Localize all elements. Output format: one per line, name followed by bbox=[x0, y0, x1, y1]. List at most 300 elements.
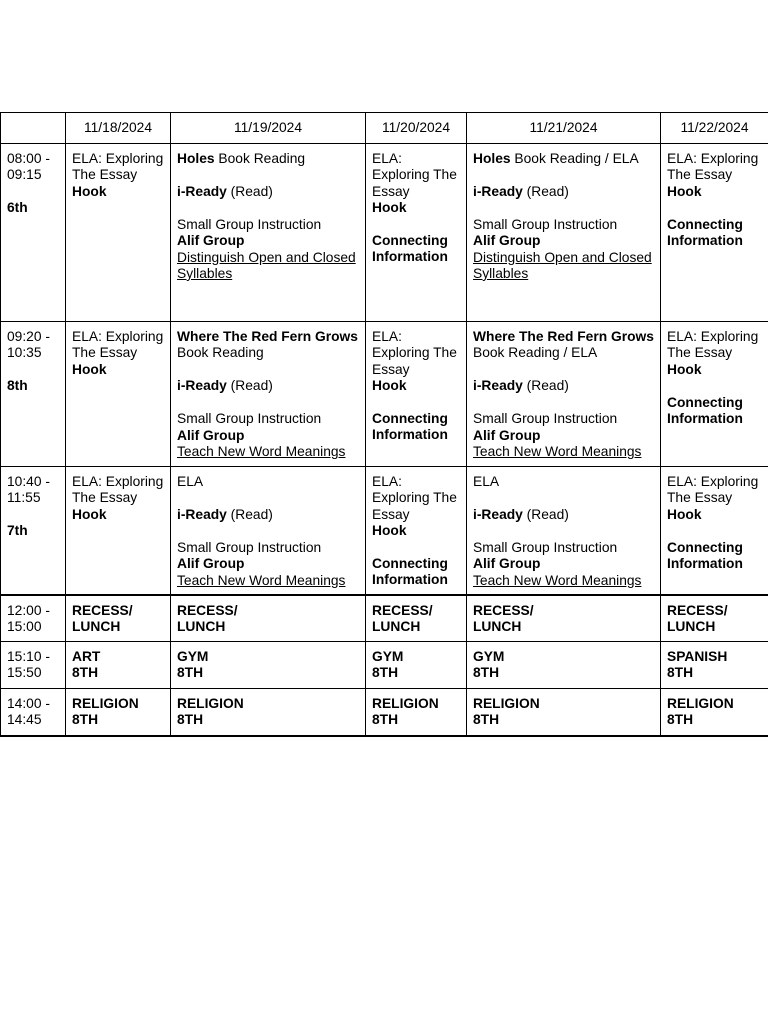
cell-text: 10:40 - bbox=[7, 474, 50, 489]
cell-line bbox=[177, 250, 359, 266]
cell-line bbox=[473, 696, 654, 712]
bold-text: Hook bbox=[72, 183, 107, 199]
cell-line bbox=[72, 712, 164, 728]
cell-text: ELA: Exploring bbox=[667, 151, 759, 166]
cell-text: Book Reading bbox=[214, 151, 306, 166]
cell-text: Small Group Instruction bbox=[473, 216, 618, 232]
cell-text: The Essay bbox=[667, 490, 733, 506]
cell-text: 09:15 bbox=[7, 167, 42, 183]
cell-line bbox=[72, 665, 164, 681]
blank-line bbox=[473, 167, 654, 184]
bold-text: RECESS/ bbox=[372, 602, 433, 618]
cell-text: Book Reading / ELA bbox=[473, 345, 598, 361]
cell-line bbox=[372, 167, 460, 183]
schedule-cell bbox=[661, 689, 768, 736]
cell-line bbox=[667, 474, 762, 490]
bold-text: 6th bbox=[7, 200, 28, 216]
header-cell-date: 11/22/2024 bbox=[661, 113, 768, 144]
cell-line bbox=[177, 151, 359, 167]
lesson-topic-text: Syllables bbox=[177, 265, 233, 281]
cell-line bbox=[667, 649, 762, 665]
schedule-cell bbox=[661, 322, 768, 467]
bold-text: ART bbox=[72, 649, 101, 664]
bold-text: Information bbox=[372, 249, 448, 265]
cell-line bbox=[177, 378, 359, 394]
cell-text: Exploring The bbox=[372, 490, 457, 506]
cell-line bbox=[177, 184, 359, 200]
cell-line bbox=[372, 572, 460, 588]
schedule-cell bbox=[661, 144, 768, 322]
bold-text: RELIGION bbox=[72, 696, 139, 711]
header-cell-date: 11/18/2024 bbox=[66, 113, 171, 144]
cell-line bbox=[7, 696, 59, 712]
cell-line bbox=[372, 712, 460, 728]
bold-text: 7th bbox=[7, 523, 28, 539]
bold-text: Where The Red Fern Grows bbox=[473, 329, 654, 344]
cell-line bbox=[667, 395, 762, 411]
schedule-cell bbox=[66, 322, 171, 467]
bold-text: 8TH bbox=[473, 712, 500, 728]
bold-text: i-Ready bbox=[473, 378, 523, 394]
bold-text: Hook bbox=[72, 361, 107, 377]
cell-line bbox=[667, 362, 762, 378]
cell-line bbox=[72, 345, 164, 361]
bold-text: Hook bbox=[372, 199, 407, 215]
bold-text: 8TH bbox=[667, 712, 694, 728]
cell-line bbox=[177, 474, 359, 490]
cell-line bbox=[667, 696, 762, 712]
bold-text: Information bbox=[667, 555, 743, 571]
cell-text: 09:20 - bbox=[7, 329, 50, 344]
cell-text: 15:00 bbox=[7, 618, 42, 634]
cell-text: Small Group Instruction bbox=[177, 539, 322, 555]
blank-line bbox=[667, 200, 762, 217]
schedule-cell bbox=[661, 642, 768, 689]
cell-line bbox=[177, 603, 359, 619]
bold-text: Hook bbox=[667, 361, 702, 377]
cell-line bbox=[372, 233, 460, 249]
bold-text: Information bbox=[667, 410, 743, 426]
schedule-cell bbox=[171, 595, 366, 642]
bold-text: Information bbox=[372, 427, 448, 443]
cell-text: Book Reading bbox=[177, 345, 264, 361]
bold-text: Alif Group bbox=[177, 233, 245, 249]
cell-text: ELA: Exploring bbox=[72, 151, 164, 166]
bold-text: 8TH bbox=[72, 712, 99, 728]
cell-text: The Essay bbox=[72, 490, 138, 506]
cell-line bbox=[7, 151, 59, 167]
cell-line bbox=[372, 249, 460, 265]
schedule-cell bbox=[467, 322, 661, 467]
cell-line bbox=[72, 696, 164, 712]
cell-text: (Read) bbox=[226, 378, 273, 394]
time-cell bbox=[1, 689, 66, 736]
schedule-cell bbox=[366, 322, 467, 467]
schedule-cell bbox=[171, 689, 366, 736]
table-row bbox=[1, 642, 768, 689]
cell-text: 14:45 bbox=[7, 712, 42, 728]
cell-text: ELA: bbox=[372, 474, 402, 489]
header-cell-time bbox=[1, 113, 66, 144]
cell-line bbox=[72, 151, 164, 167]
cell-line bbox=[177, 540, 359, 556]
bold-text: Hook bbox=[667, 506, 702, 522]
blank-line bbox=[177, 167, 359, 184]
bold-text: Hook bbox=[72, 506, 107, 522]
cell-line bbox=[372, 200, 460, 216]
bold-text: i-Ready bbox=[473, 183, 523, 199]
cell-line bbox=[473, 474, 654, 490]
cell-line bbox=[177, 619, 359, 635]
cell-line bbox=[72, 184, 164, 200]
table-row bbox=[1, 595, 768, 642]
cell-line bbox=[177, 345, 359, 361]
bold-text: Where The Red Fern Grows bbox=[177, 329, 358, 344]
cell-text: Small Group Instruction bbox=[473, 539, 618, 555]
cell-text: 15:10 - bbox=[7, 649, 50, 664]
bold-text: Connecting bbox=[372, 555, 448, 571]
cell-line bbox=[72, 474, 164, 490]
cell-text: ELA: Exploring bbox=[667, 474, 759, 489]
cell-line bbox=[177, 712, 359, 728]
bold-text: i-Ready bbox=[473, 506, 523, 522]
blank-line bbox=[473, 395, 654, 412]
cell-text: 14:00 - bbox=[7, 696, 50, 711]
cell-line bbox=[177, 266, 359, 282]
cell-text: Small Group Instruction bbox=[473, 411, 618, 427]
cell-line bbox=[7, 523, 59, 539]
cell-line bbox=[372, 490, 460, 506]
cell-line bbox=[72, 649, 164, 665]
cell-line bbox=[473, 184, 654, 200]
cell-text: 08:00 - bbox=[7, 151, 50, 166]
cell-line bbox=[372, 362, 460, 378]
cell-line bbox=[177, 233, 359, 249]
cell-text: 12:00 - bbox=[7, 602, 50, 618]
blank-line bbox=[372, 394, 460, 411]
lesson-topic-text: Teach New Word Meanings bbox=[177, 443, 346, 459]
cell-line bbox=[372, 329, 460, 345]
schedule-cell bbox=[661, 595, 768, 642]
cell-line bbox=[7, 665, 59, 681]
cell-line bbox=[372, 474, 460, 490]
cell-text: (Read) bbox=[522, 378, 569, 394]
cell-line bbox=[7, 712, 59, 728]
bold-text: RECESS/ bbox=[177, 602, 238, 618]
cell-line bbox=[667, 665, 762, 681]
cell-text: The Essay bbox=[667, 345, 733, 361]
bold-text: Alif Group bbox=[473, 427, 541, 443]
cell-text: 15:50 bbox=[7, 665, 42, 681]
cell-line bbox=[473, 411, 654, 427]
bold-text: i-Ready bbox=[177, 506, 227, 522]
cell-line bbox=[473, 428, 654, 444]
cell-line bbox=[473, 603, 654, 619]
cell-line bbox=[372, 696, 460, 712]
cell-line bbox=[372, 427, 460, 443]
schedule-cell bbox=[467, 689, 661, 736]
bold-text: Information bbox=[372, 572, 448, 588]
cell-line bbox=[177, 329, 359, 345]
cell-text: The Essay bbox=[72, 167, 138, 183]
schedule-cell bbox=[467, 642, 661, 689]
header-cell-date: 11/21/2024 bbox=[467, 113, 661, 144]
cell-line bbox=[473, 573, 654, 589]
cell-line bbox=[667, 167, 762, 183]
schedule-cell bbox=[366, 467, 467, 595]
cell-line bbox=[667, 507, 762, 523]
cell-line bbox=[473, 540, 654, 556]
time-cell bbox=[1, 467, 66, 595]
cell-line bbox=[7, 167, 59, 183]
cell-line bbox=[372, 507, 460, 523]
cell-text: ELA: Exploring bbox=[72, 329, 164, 344]
cell-text: ELA bbox=[177, 474, 204, 489]
bold-text: Connecting bbox=[667, 216, 743, 232]
cell-line bbox=[372, 411, 460, 427]
bold-text: Connecting bbox=[372, 410, 448, 426]
schedule-cell bbox=[66, 467, 171, 595]
bold-text: Holes bbox=[177, 151, 215, 166]
cell-text: The Essay bbox=[667, 167, 733, 183]
cell-line bbox=[473, 378, 654, 394]
cell-line bbox=[7, 474, 59, 490]
cell-line bbox=[667, 411, 762, 427]
bold-text: LUNCH bbox=[72, 618, 121, 634]
bold-text: GYM bbox=[177, 649, 209, 664]
cell-line bbox=[7, 619, 59, 635]
bold-text: RECESS/ bbox=[667, 602, 728, 618]
cell-line bbox=[473, 665, 654, 681]
cell-line bbox=[473, 345, 654, 361]
blank-line bbox=[667, 523, 762, 540]
lesson-topic-text: Teach New Word Meanings bbox=[177, 572, 346, 588]
bold-text: Alif Group bbox=[177, 556, 245, 572]
bold-text: 8TH bbox=[72, 665, 99, 681]
bold-text: LUNCH bbox=[372, 618, 421, 634]
cell-line bbox=[473, 712, 654, 728]
cell-line bbox=[72, 619, 164, 635]
cell-line bbox=[667, 490, 762, 506]
cell-text: Essay bbox=[372, 506, 410, 522]
cell-line bbox=[177, 217, 359, 233]
cell-text: Essay bbox=[372, 361, 410, 377]
blank-line bbox=[177, 362, 359, 379]
blank-line bbox=[667, 378, 762, 395]
cell-line bbox=[72, 167, 164, 183]
schedule-cell bbox=[467, 144, 661, 322]
cell-line bbox=[72, 490, 164, 506]
cell-line bbox=[667, 712, 762, 728]
bold-text: 8TH bbox=[177, 665, 204, 681]
cell-line bbox=[473, 329, 654, 345]
cell-text: 10:35 bbox=[7, 345, 42, 361]
bold-text: GYM bbox=[473, 649, 505, 664]
blank-line bbox=[177, 523, 359, 540]
bold-text: RECESS/ bbox=[72, 602, 133, 618]
bold-text: RELIGION bbox=[177, 696, 244, 711]
cell-line bbox=[667, 540, 762, 556]
blank-line bbox=[372, 539, 460, 556]
blank-line bbox=[473, 523, 654, 540]
blank-line bbox=[372, 216, 460, 233]
cell-text: The Essay bbox=[72, 345, 138, 361]
cell-line bbox=[177, 696, 359, 712]
blank-line bbox=[177, 490, 359, 507]
cell-line bbox=[177, 556, 359, 572]
cell-line bbox=[667, 556, 762, 572]
blank-line bbox=[177, 395, 359, 412]
cell-line bbox=[473, 556, 654, 572]
cell-line bbox=[7, 329, 59, 345]
cell-line bbox=[372, 556, 460, 572]
bold-text: LUNCH bbox=[667, 618, 716, 634]
cell-text: Exploring The bbox=[372, 167, 457, 183]
schedule-table bbox=[0, 112, 768, 737]
blank-line bbox=[473, 362, 654, 379]
bold-text: Connecting bbox=[667, 539, 743, 555]
cell-line bbox=[667, 345, 762, 361]
cell-text: ELA: Exploring bbox=[72, 474, 164, 489]
schedule-body bbox=[1, 144, 768, 736]
cell-text: (Read) bbox=[522, 183, 569, 199]
blank-line bbox=[7, 507, 59, 524]
bold-text: GYM bbox=[372, 649, 404, 664]
cell-line bbox=[667, 217, 762, 233]
bold-text: Alif Group bbox=[473, 233, 541, 249]
cell-line bbox=[177, 649, 359, 665]
schedule-cell bbox=[366, 595, 467, 642]
cell-text: (Read) bbox=[522, 506, 569, 522]
cell-text: (Read) bbox=[226, 183, 273, 199]
cell-line bbox=[372, 619, 460, 635]
cell-line bbox=[177, 507, 359, 523]
cell-line bbox=[667, 151, 762, 167]
bold-text: Alif Group bbox=[177, 427, 245, 443]
blank-line bbox=[7, 184, 59, 201]
schedule-cell bbox=[171, 322, 366, 467]
bold-text: LUNCH bbox=[177, 618, 226, 634]
blank-line bbox=[473, 490, 654, 507]
table-row bbox=[1, 467, 768, 595]
cell-line bbox=[72, 362, 164, 378]
lesson-topic-text: Distinguish Open and Closed bbox=[473, 249, 652, 265]
lesson-topic-text: Syllables bbox=[473, 265, 529, 281]
bold-text: Information bbox=[667, 232, 743, 248]
cell-line bbox=[372, 603, 460, 619]
cell-line bbox=[72, 603, 164, 619]
bold-text: i-Ready bbox=[177, 183, 227, 199]
schedule-cell bbox=[661, 467, 768, 595]
cell-line bbox=[473, 217, 654, 233]
schedule-cell bbox=[171, 642, 366, 689]
table-row bbox=[1, 144, 768, 322]
header-row bbox=[1, 113, 768, 144]
header-cell-date: 11/20/2024 bbox=[366, 113, 467, 144]
cell-line bbox=[7, 345, 59, 361]
cell-text: ELA bbox=[473, 474, 500, 489]
header-cell-date: 11/19/2024 bbox=[171, 113, 366, 144]
schedule-cell bbox=[66, 595, 171, 642]
cell-line bbox=[473, 619, 654, 635]
bold-text: Alif Group bbox=[473, 556, 541, 572]
bold-text: Connecting bbox=[667, 394, 743, 410]
cell-line bbox=[372, 523, 460, 539]
cell-text: Exploring The bbox=[372, 345, 457, 361]
bold-text: Hook bbox=[372, 522, 407, 538]
cell-text: ELA: bbox=[372, 151, 402, 166]
schedule-cell bbox=[66, 642, 171, 689]
cell-line bbox=[177, 428, 359, 444]
bold-text: 8TH bbox=[177, 712, 204, 728]
cell-text: Book Reading / ELA bbox=[510, 151, 639, 166]
schedule-cell bbox=[467, 595, 661, 642]
schedule-cell bbox=[66, 144, 171, 322]
cell-line bbox=[72, 507, 164, 523]
time-cell bbox=[1, 144, 66, 322]
cell-line bbox=[372, 378, 460, 394]
time-cell bbox=[1, 642, 66, 689]
bold-text: RELIGION bbox=[473, 696, 540, 711]
bold-text: Hook bbox=[667, 183, 702, 199]
cell-line bbox=[7, 649, 59, 665]
cell-line bbox=[372, 151, 460, 167]
lesson-topic-text: Teach New Word Meanings bbox=[473, 572, 642, 588]
cell-text: Small Group Instruction bbox=[177, 216, 322, 232]
bold-text: RELIGION bbox=[372, 696, 439, 711]
cell-line bbox=[473, 444, 654, 460]
schedule-cell bbox=[467, 467, 661, 595]
cell-line bbox=[177, 573, 359, 589]
cell-line bbox=[372, 345, 460, 361]
bold-text: 8TH bbox=[372, 665, 399, 681]
bold-text: i-Ready bbox=[177, 378, 227, 394]
cell-line bbox=[473, 151, 654, 167]
cell-line bbox=[372, 665, 460, 681]
bold-text: RELIGION bbox=[667, 696, 734, 711]
schedule-cell bbox=[171, 467, 366, 595]
cell-text: Essay bbox=[372, 183, 410, 199]
cell-line bbox=[667, 603, 762, 619]
bold-text: 8TH bbox=[667, 665, 694, 681]
schedule-cell bbox=[366, 144, 467, 322]
cell-line bbox=[72, 329, 164, 345]
blank-line bbox=[177, 200, 359, 217]
cell-text: Small Group Instruction bbox=[177, 411, 322, 427]
time-cell bbox=[1, 595, 66, 642]
cell-text: ELA: bbox=[372, 329, 402, 344]
cell-line bbox=[473, 507, 654, 523]
table-row bbox=[1, 689, 768, 736]
cell-line bbox=[7, 378, 59, 394]
cell-text: ELA: Exploring bbox=[667, 329, 759, 344]
cell-text: 11:55 bbox=[7, 490, 41, 506]
cell-line bbox=[473, 233, 654, 249]
cell-line bbox=[372, 184, 460, 200]
bold-text: 8TH bbox=[372, 712, 399, 728]
bold-text: 8TH bbox=[473, 665, 500, 681]
cell-line bbox=[7, 490, 59, 506]
cell-text: (Read) bbox=[226, 506, 273, 522]
lesson-topic-text: Distinguish Open and Closed bbox=[177, 249, 356, 265]
schedule-cell bbox=[66, 689, 171, 736]
cell-line bbox=[473, 250, 654, 266]
cell-line bbox=[667, 619, 762, 635]
schedule-cell bbox=[366, 689, 467, 736]
cell-line bbox=[473, 266, 654, 282]
blank-line bbox=[473, 200, 654, 217]
blank-line bbox=[7, 362, 59, 379]
